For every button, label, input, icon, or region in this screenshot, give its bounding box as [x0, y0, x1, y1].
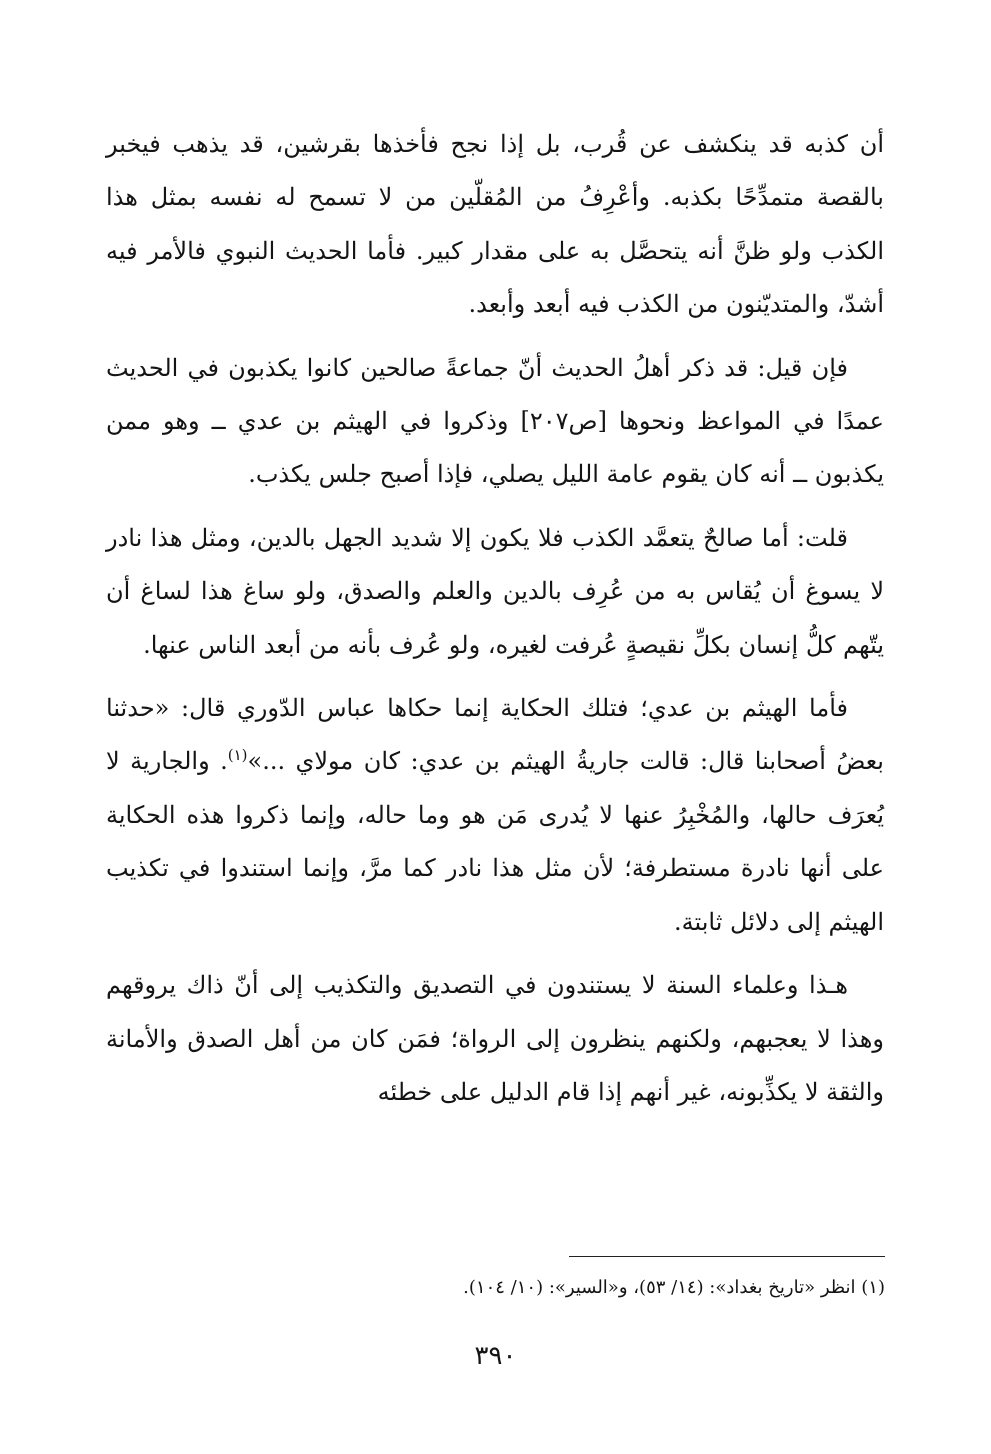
paragraph-reply: قلت: أما صالحٌ يتعمَّد الكذب فلا يكون إلا شديد الجهل بالدين، ومثل هذا نادر لا يسوغ أن يُقاس به من عُرِف بالدين والعلم والصدق، ولو ساغ هذا لساغ أن يتّهم كلُّ إنسان بكلِّ نقيصةٍ عُرفت لغيره، ولو عُرف بأنه من أبعد الناس عنها.: [106, 523, 885, 659]
paragraph-haytham-part2: . والجارية لا يُعرَف حالها، والمُخْبِرُ عنها لا يُدرى مَن هو وما حاله، وإنما ذكروا هذه الحكاية على أنها نادرة مستطرفة؛ لأن مثل هذا نادر كما مرَّ، وإنما استندوا في تكذيب الهيثم إلى دلائل ثابتة.: [106, 747, 884, 936]
page-number: ٣٩٠: [474, 1341, 517, 1371]
footnote: [107, 1268, 885, 1308]
footnote-reference[interactable]: (١): [227, 746, 248, 765]
footnote-divider: [569, 1256, 885, 1257]
paragraph-haytham-part1: فأما الهيثم بن عدي؛ فتلك الحكاية إنما حكاها عباس الدّوري قال: «حدثنا بعضُ أصحابنا قال: قالت جاريةُ الهيثم بن عدي: كان مولاي ...»: [106, 694, 884, 776]
paragraph-continuation: أن كذبه قد ينكشف عن قُرب، بل إذا نجح فأخذها بقرشين، قد يذهب فيخبر بالقصة متمدِّحًا بكذبه. وأعْرِفُ من المُقلّين من لا تسمح له نفسه بمثل هذا الكذب ولو ظنَّ أنه يتحصَّل به على مقدار كبير. فأما الحديث النبوي فالأمر فيه أشدّ، والمتديّنون من الكذب فيه أبعد وأبعد.: [106, 130, 884, 319]
paragraph-scholars: هـذا وعلماء السنة لا يستندون في التصديق والتكذيب إلى أنّ ذاك يروقهم وهذا لا يعجبهم، ولكنهم ينظرون إلى الرواة؛ فمَن كان من أهل الصدق والأمانة والثقة لا يكذِّبونه، غير أنهم إذا قام الدليل على خطئه: [106, 971, 884, 1106]
paragraph-haytham: [106, 682, 884, 949]
page-body: [106, 118, 884, 1129]
footnote-text: انظر «تاريخ بغداد»: (١٤/ ٥٣)، و«السير»: (١٠/ ١٠٤).: [463, 1277, 856, 1298]
footnote-number: (١): [861, 1277, 885, 1298]
paragraph-objection: فإن قيل: قد ذكر أهلُ الحديث أنّ جماعةً صالحين كانوا يكذبون في الحديث عمدًا في المواعظ ونحوها [ص٢٠٧] وذكروا في الهيثم بن عدي ــ وهو ممن يكذبون ــ أنه كان يقوم عامة الليل يصلي، فإذا أصبح جلس يكذب.: [106, 353, 884, 489]
